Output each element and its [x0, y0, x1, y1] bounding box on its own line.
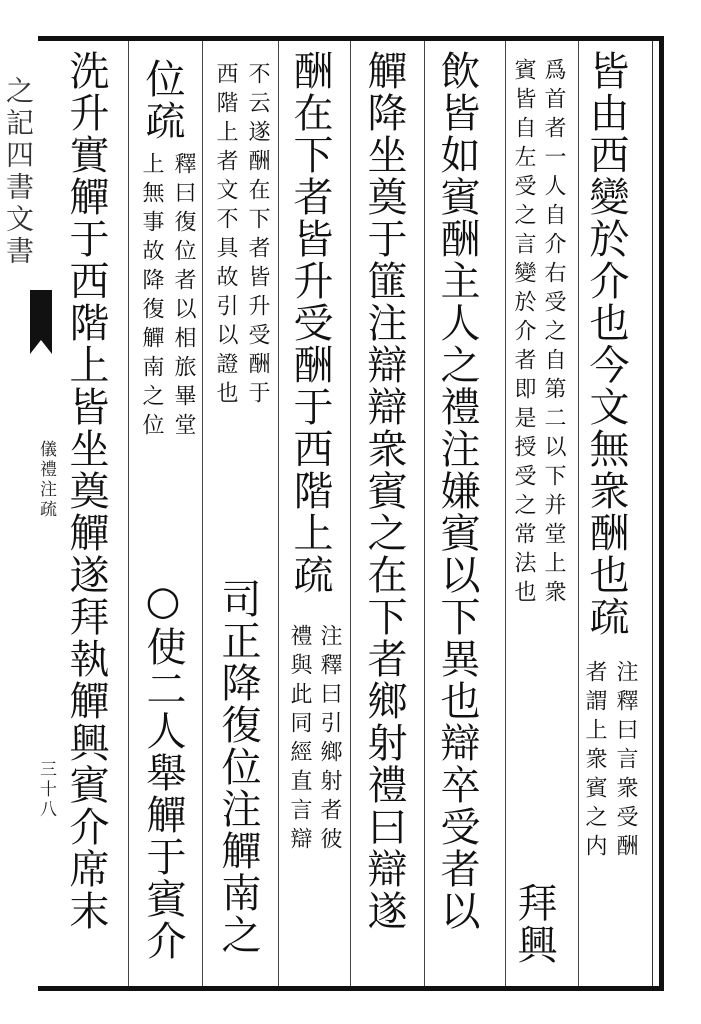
text-column-5-annotation-b: [288, 624, 310, 856]
text-column-1-annotation: [614, 660, 636, 863]
margin-cut-text: 之記四書文書: [2, 76, 35, 268]
annotation-text: 注釋曰言衆受酬: [613, 660, 638, 863]
main-text: 觶降坐奠于篚注辯辯衆賓之在下者鄉射禮曰辯遂: [361, 50, 407, 932]
annotation-text: 禮與此同經直言辯: [287, 624, 312, 856]
column-rule: [578, 41, 579, 986]
column-rule: [424, 41, 425, 986]
text-column-7-annotation-b: [140, 152, 162, 442]
column-rule: [128, 41, 129, 986]
text-column-7-tail: [140, 578, 186, 962]
annotation-text: 釋曰復位者以相旅畢堂: [171, 152, 196, 442]
main-text: 司正降復位注觶南之: [215, 578, 261, 956]
text-column-3: [434, 50, 480, 932]
main-text: 位疏: [139, 58, 185, 142]
frame-inner-right-line: [652, 41, 653, 986]
frame-bottom-border: [38, 986, 664, 991]
text-column-7-head: [139, 58, 185, 142]
fishtail-notch: [30, 340, 52, 354]
annotation-text: 者謂上衆賓之内: [582, 660, 607, 863]
main-text: 皆由西變於介也今文無衆酬也疏: [583, 50, 629, 638]
book-title: 儀禮注疏: [36, 440, 56, 520]
text-column-1-annotation-b: [583, 660, 605, 863]
main-text: 酬在下者皆升受酬于西階上疏: [287, 50, 333, 596]
text-column-5-annotation-a: [318, 624, 340, 856]
annotation-text: 爲首者一人自介右受之自第二以下并堂上衆: [541, 58, 566, 609]
main-text: 拜興: [511, 882, 557, 966]
annotation-text: 上無事故降復觶南之位: [139, 152, 164, 442]
text-column-1: [583, 50, 629, 638]
annotation-text: 注釋曰引鄉射者彼: [317, 624, 342, 856]
page-number: 三十八: [36, 760, 56, 820]
left-margin: [0, 36, 38, 991]
text-column-4: [361, 50, 407, 932]
text-column-6a: [246, 62, 268, 410]
annotation-text: 不云遂酬在下者皆升受酬于: [245, 62, 270, 410]
text-column-2-big: [511, 882, 557, 966]
column-rule: [202, 41, 203, 986]
text-column-5: [287, 50, 333, 596]
column-rule: [505, 41, 506, 986]
column-rule: [278, 41, 279, 986]
text-column-2a: [542, 58, 564, 609]
main-text: 洗升實觶于西階上皆坐奠觶遂拜執觶興賓介席末: [63, 50, 109, 932]
text-column-7-annotation-a: [172, 152, 194, 442]
text-column-6b: [214, 62, 236, 410]
text-column-2b: [512, 58, 534, 609]
text-column-8: [63, 50, 109, 932]
main-text: 飲皆如賓酬主人之禮注嫌賓以下異也辯卒受者以: [434, 50, 480, 932]
annotation-text: 西階上者文不具故引以證也: [213, 62, 238, 410]
fishtail-mark: [30, 290, 52, 340]
column-rule: [350, 41, 351, 986]
frame-right-border: [659, 36, 664, 991]
text-column-6-big: [215, 578, 261, 956]
annotation-text: 賓皆自左受之言變於介者即是授受之常法也: [511, 58, 536, 609]
frame-top-border: [38, 36, 664, 41]
main-text: ○使二人舉觶于賓介: [140, 578, 186, 962]
